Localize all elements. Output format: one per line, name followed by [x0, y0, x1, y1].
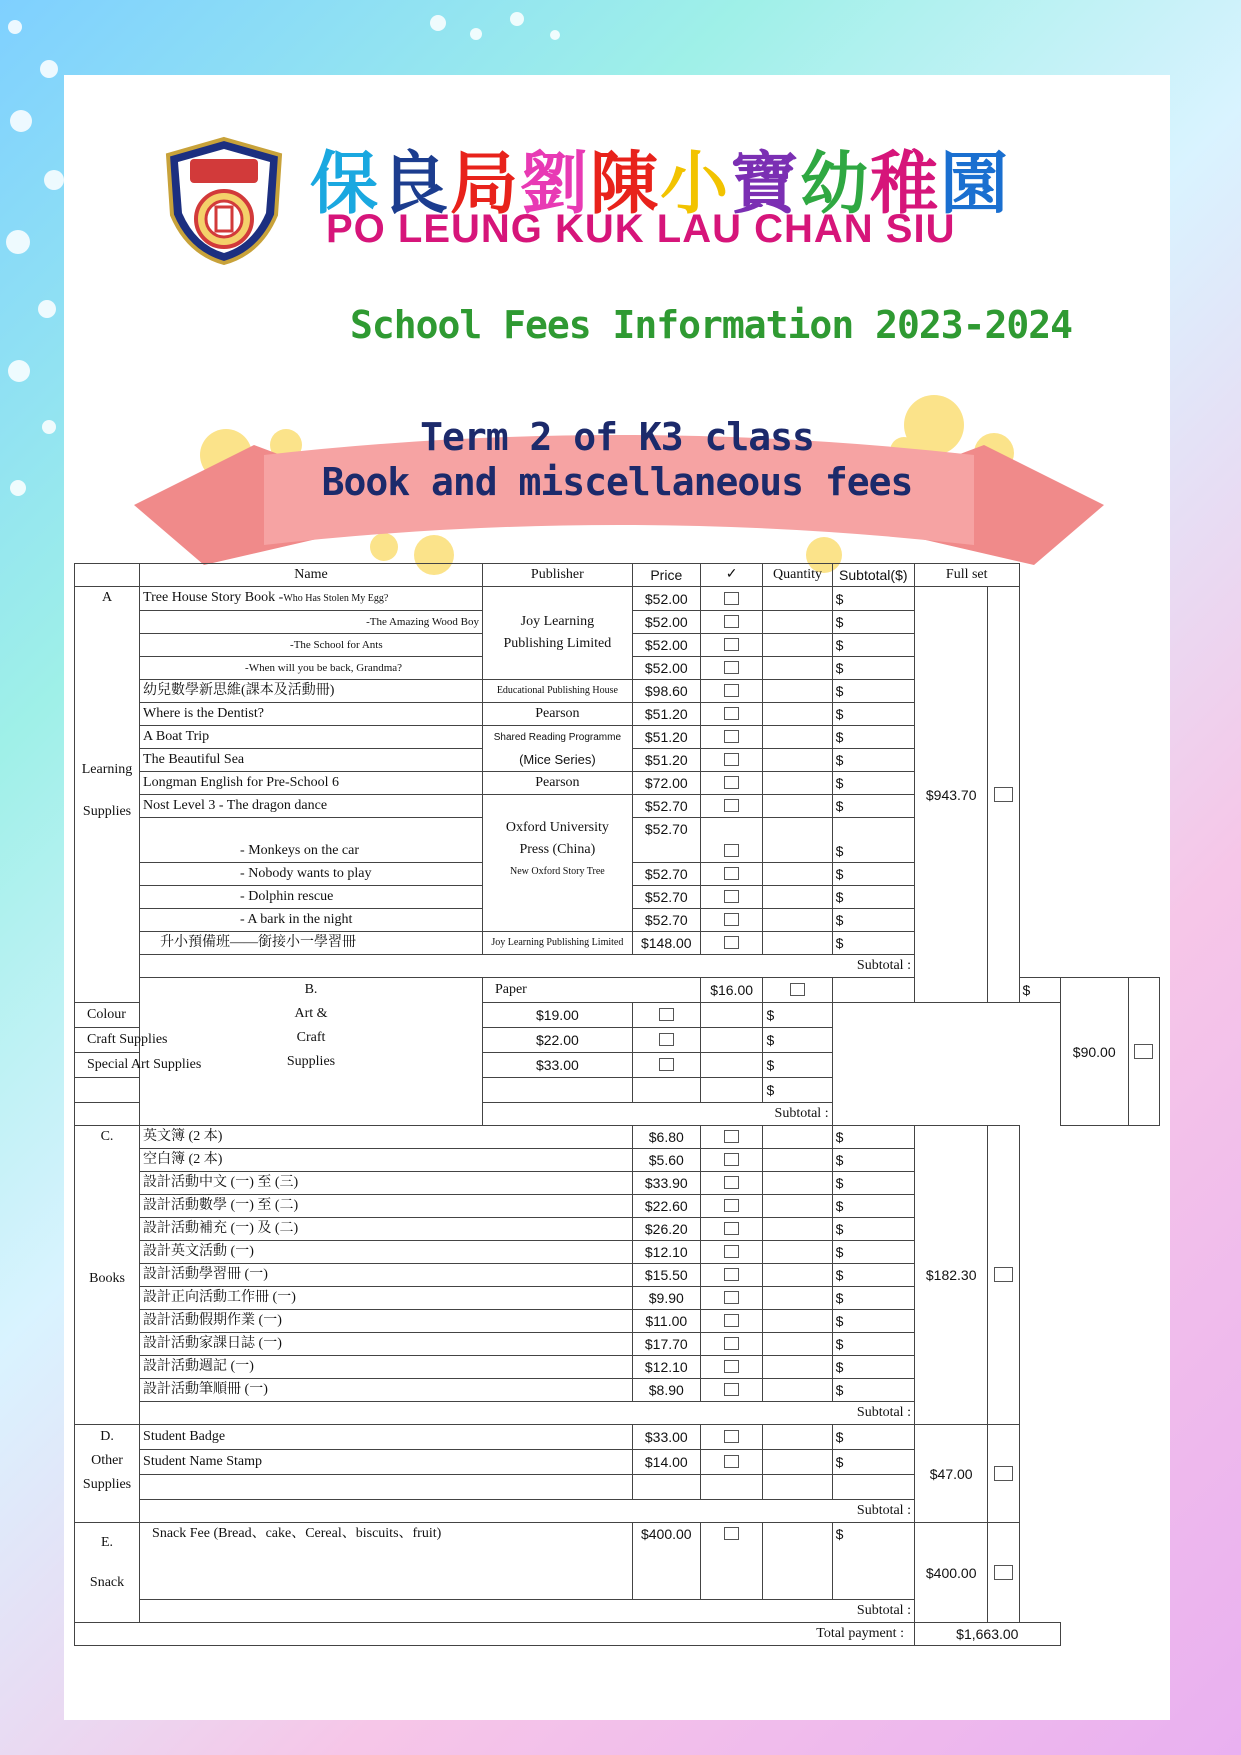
subtotal-cell: $	[832, 1264, 914, 1287]
cn-char: 幼	[800, 145, 871, 224]
table-row	[75, 1126, 1160, 1149]
subtotal-label: Subtotal :	[75, 1103, 833, 1126]
item-checkbox[interactable]	[700, 772, 763, 795]
item-price: $52.70	[632, 886, 700, 909]
subtotal-label: Subtotal :	[140, 1402, 915, 1425]
cn-char: 寶	[730, 145, 801, 224]
publisher-oxford: Oxford University Press (China) New Oxford Story Tree	[482, 795, 632, 932]
item-checkbox[interactable]	[700, 1333, 763, 1356]
subtotal-cell: $	[832, 1241, 914, 1264]
quantity-field[interactable]	[763, 772, 832, 795]
item-checkbox[interactable]	[700, 1287, 763, 1310]
table-row	[75, 587, 1160, 611]
fees-title: School Fees Information 2023-2024	[350, 303, 1072, 347]
quantity-field[interactable]	[763, 1425, 832, 1450]
header-full-set: Full set	[914, 564, 1019, 587]
quantity-field[interactable]	[763, 1149, 832, 1172]
item-checkbox[interactable]	[700, 1450, 763, 1475]
cn-char: 劉	[520, 145, 591, 224]
quantity-field[interactable]	[763, 795, 832, 818]
subtotal-cell: $	[832, 749, 914, 772]
item-name: -The School for Ants	[140, 634, 483, 657]
quantity-field[interactable]	[763, 932, 832, 955]
subtotal-row	[75, 1103, 1160, 1126]
quantity-field[interactable]	[763, 680, 832, 703]
item-checkbox[interactable]	[700, 1195, 763, 1218]
section-b-label: B. Art & Craft Supplies	[140, 978, 483, 1126]
item-price: $8.90	[632, 1379, 700, 1402]
item-name: 幼兒數學新思維(課本及活動冊)	[140, 680, 483, 703]
empty-subtotal	[832, 1475, 914, 1500]
item-checkbox[interactable]	[700, 1379, 763, 1402]
header-name: Name	[140, 564, 483, 587]
banner-line-1: Term 2 of K3 class	[420, 415, 814, 459]
empty-price	[632, 1475, 700, 1500]
subtotal-cell: $	[832, 1149, 914, 1172]
item-name: 設計活動筆順冊 (一)	[140, 1379, 633, 1402]
subtotal-cell: $	[832, 726, 914, 749]
item-price: $22.60	[632, 1195, 700, 1218]
subtotal-cell: $	[763, 1028, 832, 1053]
publisher-edu: Educational Publishing House	[482, 680, 632, 703]
quantity-field[interactable]	[763, 611, 832, 634]
item-name: Paper	[482, 978, 700, 1003]
section-d-label: D. Other Supplies	[75, 1425, 140, 1523]
subtotal-cell: $	[832, 1356, 914, 1379]
item-checkbox[interactable]	[632, 1028, 700, 1053]
item-price: $6.80	[632, 1126, 700, 1149]
item-price: $17.70	[632, 1333, 700, 1356]
quantity-field[interactable]	[763, 1310, 832, 1333]
item-price: $52.00	[632, 587, 700, 611]
section-b-full-set-checkbox[interactable]	[1128, 978, 1159, 1126]
item-name: 設計活動假期作業 (一)	[140, 1310, 633, 1333]
section-a-full-set-checkbox[interactable]	[988, 587, 1019, 1003]
subtotal-cell: $	[832, 909, 914, 932]
item-price: $52.00	[632, 634, 700, 657]
item-name: Craft Supplies	[75, 1028, 483, 1053]
header-publisher: Publisher	[482, 564, 632, 587]
table-row	[75, 1053, 1160, 1078]
item-name: - Monkeys on the car	[140, 818, 483, 863]
quantity-field[interactable]	[763, 587, 832, 611]
item-checkbox[interactable]	[700, 1126, 763, 1149]
item-checkbox[interactable]	[632, 1003, 700, 1028]
quantity-field[interactable]	[700, 1053, 763, 1078]
quantity-field[interactable]	[763, 1172, 832, 1195]
publisher-joy: Joy Learning Publishing Limited	[482, 587, 632, 680]
item-checkbox[interactable]	[700, 1172, 763, 1195]
item-price: $12.10	[632, 1356, 700, 1379]
subtotal-cell: $	[832, 795, 914, 818]
header-price: Price	[632, 564, 700, 587]
item-name: - Nobody wants to play	[140, 863, 483, 886]
cn-char: 稚	[870, 145, 941, 224]
item-checkbox[interactable]	[700, 1356, 763, 1379]
item-price: $33.00	[482, 1053, 632, 1078]
subtotal-cell: $	[832, 772, 914, 795]
item-name: Snack Fee (Bread、cake、Cereal、biscuits、fruit)	[140, 1523, 633, 1600]
header-quantity: Quantity	[763, 564, 832, 587]
section-label-line: Learning	[81, 762, 133, 777]
empty-check	[632, 1078, 700, 1103]
subtotal-cell: $	[832, 932, 914, 955]
item-price: $33.90	[632, 1172, 700, 1195]
quantity-field[interactable]	[763, 909, 832, 932]
item-checkbox[interactable]	[700, 932, 763, 955]
item-checkbox[interactable]	[700, 1523, 763, 1600]
item-checkbox[interactable]	[632, 1053, 700, 1078]
item-checkbox[interactable]	[700, 1425, 763, 1450]
item-checkbox[interactable]	[700, 818, 763, 863]
item-name: 升小預備班——銜接小一學習冊	[140, 932, 483, 955]
subtotal-cell: $	[832, 1126, 914, 1149]
quantity-field[interactable]	[763, 1264, 832, 1287]
item-name: - A bark in the night	[140, 909, 483, 932]
item-name: -The Amazing Wood Boy	[140, 611, 483, 634]
section-c-full-set: $182.30	[914, 1126, 987, 1425]
subtotal-cell: $	[832, 1379, 914, 1402]
subtotal-cell: $	[832, 634, 914, 657]
item-name: 設計活動補充 (一) 及 (二)	[140, 1218, 633, 1241]
item-name: Nost Level 3 - The dragon dance	[140, 795, 483, 818]
item-name: Student Badge	[140, 1425, 633, 1450]
fees-table	[74, 563, 1160, 1646]
quantity-field[interactable]	[763, 886, 832, 909]
item-checkbox[interactable]	[700, 749, 763, 772]
cn-char: 陳	[590, 145, 661, 224]
item-price: $400.00	[632, 1523, 700, 1600]
subtotal-cell: $	[832, 886, 914, 909]
quantity-field[interactable]	[763, 726, 832, 749]
item-name: A Boat Trip	[140, 726, 483, 749]
item-price: $33.00	[632, 1425, 700, 1450]
item-checkbox[interactable]	[700, 1310, 763, 1333]
total-row	[75, 1623, 1160, 1646]
item-price: $22.00	[482, 1028, 632, 1053]
subtotal-cell: $	[832, 657, 914, 680]
quantity-field[interactable]	[763, 818, 832, 863]
quantity-field[interactable]	[700, 1003, 763, 1028]
item-checkbox[interactable]	[700, 680, 763, 703]
item-name: 英文簿 (2 本)	[140, 1126, 633, 1149]
table-row	[75, 1523, 1160, 1600]
quantity-field[interactable]	[763, 703, 832, 726]
section-c-label: C. Books	[75, 1126, 140, 1425]
item-price: $52.00	[632, 611, 700, 634]
table-header-row	[75, 564, 1160, 587]
quantity-field[interactable]	[832, 978, 914, 1003]
table-row	[75, 1425, 1160, 1450]
cn-char: 小	[660, 145, 731, 224]
item-price: $5.60	[632, 1149, 700, 1172]
publisher-joy-full: Joy Learning Publishing Limited	[482, 932, 632, 955]
subtotal-cell: $	[763, 1078, 832, 1103]
total-label: Total payment :	[75, 1623, 915, 1646]
subtotal-cell: $	[832, 587, 914, 611]
item-checkbox[interactable]	[763, 978, 832, 1003]
item-price: $52.00	[632, 657, 700, 680]
item-name: 空白簿 (2 本)	[140, 1149, 633, 1172]
subtotal-cell: $	[832, 1172, 914, 1195]
subtotal-cell: $	[832, 1333, 914, 1356]
cn-char: 保	[310, 145, 381, 224]
subtotal-cell: $	[832, 1218, 914, 1241]
cn-char: 良	[380, 145, 451, 224]
item-checkbox[interactable]	[700, 634, 763, 657]
item-name: -When will you be back, Grandma?	[140, 657, 483, 680]
banner-line-2: Book and miscellaneous fees	[321, 460, 913, 504]
header-check: ✓	[700, 564, 763, 587]
item-checkbox[interactable]	[700, 886, 763, 909]
quantity-field[interactable]	[763, 1450, 832, 1475]
section-b-full-set: $90.00	[1060, 978, 1128, 1126]
school-crest-logo	[160, 135, 288, 265]
item-checkbox[interactable]	[700, 795, 763, 818]
quantity-field[interactable]	[763, 634, 832, 657]
item-name: Longman English for Pre-School 6	[140, 772, 483, 795]
subtotal-cell: $	[832, 1425, 914, 1450]
item-price: $52.70	[632, 863, 700, 886]
item-name: 設計活動數學 (一) 至 (二)	[140, 1195, 633, 1218]
subtotal-cell: $	[832, 680, 914, 703]
item-price: $12.10	[632, 1241, 700, 1264]
quantity-field[interactable]	[763, 1218, 832, 1241]
subtotal-label: Subtotal :	[140, 955, 915, 978]
empty-item	[140, 1475, 633, 1500]
item-checkbox[interactable]	[700, 587, 763, 611]
item-price: $14.00	[632, 1450, 700, 1475]
empty-qty	[763, 1475, 832, 1500]
section-c-full-set-checkbox[interactable]	[988, 1126, 1019, 1425]
subtotal-cell: $	[832, 1523, 914, 1600]
item-price: $52.70	[632, 795, 700, 818]
item-checkbox[interactable]	[700, 1241, 763, 1264]
item-checkbox[interactable]	[700, 657, 763, 680]
quantity-field[interactable]	[763, 657, 832, 680]
quantity-field[interactable]	[763, 1287, 832, 1310]
item-checkbox[interactable]	[700, 1218, 763, 1241]
cn-char: 園	[940, 145, 1011, 224]
publisher-pearson: Pearson	[482, 772, 632, 795]
subtotal-cell: $	[1019, 978, 1060, 1003]
item-name: Colour	[75, 1003, 483, 1028]
item-name: Student Name Stamp	[140, 1450, 633, 1475]
item-price: $72.00	[632, 772, 700, 795]
item-name: Tree House Story Book -Who Has Stolen My Egg?	[140, 587, 483, 611]
item-price: $148.00	[632, 932, 700, 955]
item-price: $16.00	[700, 978, 763, 1003]
item-price: $26.20	[632, 1218, 700, 1241]
subtotal-cell: $	[763, 1053, 832, 1078]
item-checkbox[interactable]	[700, 1149, 763, 1172]
table-row	[75, 1028, 1160, 1053]
section-a-full-set: $943.70	[914, 587, 987, 1003]
item-price: $51.20	[632, 703, 700, 726]
item-price: $51.20	[632, 726, 700, 749]
publisher-shared: Shared Reading Programme (Mice Series)	[482, 726, 632, 772]
item-price: $15.50	[632, 1264, 700, 1287]
quantity-field[interactable]	[763, 1241, 832, 1264]
quantity-field[interactable]	[763, 1126, 832, 1149]
subtotal-cell: $	[832, 1310, 914, 1333]
total-value: $1,663.00	[914, 1623, 1060, 1646]
item-checkbox[interactable]	[700, 863, 763, 886]
quantity-field[interactable]	[763, 1379, 832, 1402]
quantity-field[interactable]	[763, 1195, 832, 1218]
subtotal-cell: $	[832, 818, 914, 863]
empty-check	[700, 1475, 763, 1500]
item-name: 設計活動學習冊 (一)	[140, 1264, 633, 1287]
item-price: $19.00	[482, 1003, 632, 1028]
item-checkbox[interactable]	[700, 726, 763, 749]
subtotal-cell: $	[763, 1003, 832, 1028]
section-e-full-set: $400.00	[914, 1523, 987, 1623]
subtotal-label: Subtotal :	[140, 1500, 915, 1523]
item-price: $11.00	[632, 1310, 700, 1333]
item-checkbox[interactable]	[700, 703, 763, 726]
subtotal-cell: $	[832, 611, 914, 634]
item-checkbox[interactable]	[700, 611, 763, 634]
section-d-full-set-checkbox[interactable]	[988, 1425, 1019, 1523]
item-name: The Beautiful Sea	[140, 749, 483, 772]
quantity-field[interactable]	[700, 1028, 763, 1053]
cn-char: 局	[450, 145, 521, 224]
school-name-english: PO LEUNG KUK LAU CHAN SIU	[326, 207, 956, 251]
subtotal-cell: $	[832, 703, 914, 726]
header	[64, 75, 1170, 565]
subtotal-cell: $	[832, 1195, 914, 1218]
item-name: 設計正向活動工作冊 (一)	[140, 1287, 633, 1310]
quantity-field[interactable]	[763, 1356, 832, 1379]
table-row	[75, 1003, 1160, 1028]
quantity-field[interactable]	[763, 749, 832, 772]
quantity-field[interactable]	[763, 863, 832, 886]
item-checkbox[interactable]	[700, 1264, 763, 1287]
empty-qty	[700, 1078, 763, 1103]
empty-price	[482, 1078, 632, 1103]
quantity-field[interactable]	[763, 1523, 832, 1600]
item-price: $51.20	[632, 749, 700, 772]
subtotal-label: Subtotal :	[140, 1600, 915, 1623]
publisher-pearson: Pearson	[482, 703, 632, 726]
section-label-line: Supplies	[82, 804, 132, 819]
section-letter: A	[101, 590, 113, 605]
quantity-field[interactable]	[763, 1333, 832, 1356]
item-price: $52.70	[632, 909, 700, 932]
item-name: 設計活動家課日誌 (一)	[140, 1333, 633, 1356]
item-name: 設計活動中文 (一) 至 (三)	[140, 1172, 633, 1195]
item-name: - Dolphin rescue	[140, 886, 483, 909]
subtotal-cell: $	[832, 1287, 914, 1310]
section-e-full-set-checkbox[interactable]	[988, 1523, 1019, 1623]
section-d-full-set: $47.00	[914, 1425, 987, 1523]
item-price: $98.60	[632, 680, 700, 703]
section-e-label: E. Snack	[75, 1523, 140, 1623]
item-name: Special Art Supplies	[75, 1053, 483, 1078]
empty-item	[75, 1078, 483, 1103]
item-name: Where is the Dentist?	[140, 703, 483, 726]
subtotal-cell: $	[832, 1450, 914, 1475]
item-price: $9.90	[632, 1287, 700, 1310]
table-row	[75, 1078, 1160, 1103]
section-a-label	[75, 587, 140, 1003]
item-price: $52.70	[632, 818, 700, 863]
header-subtotal: Subtotal($)	[832, 564, 914, 587]
subtotal-cell: $	[832, 863, 914, 886]
item-checkbox[interactable]	[700, 909, 763, 932]
item-name: 設計活動週記 (一)	[140, 1356, 633, 1379]
fees-sheet	[64, 75, 1170, 1720]
item-name: 設計英文活動 (一)	[140, 1241, 633, 1264]
